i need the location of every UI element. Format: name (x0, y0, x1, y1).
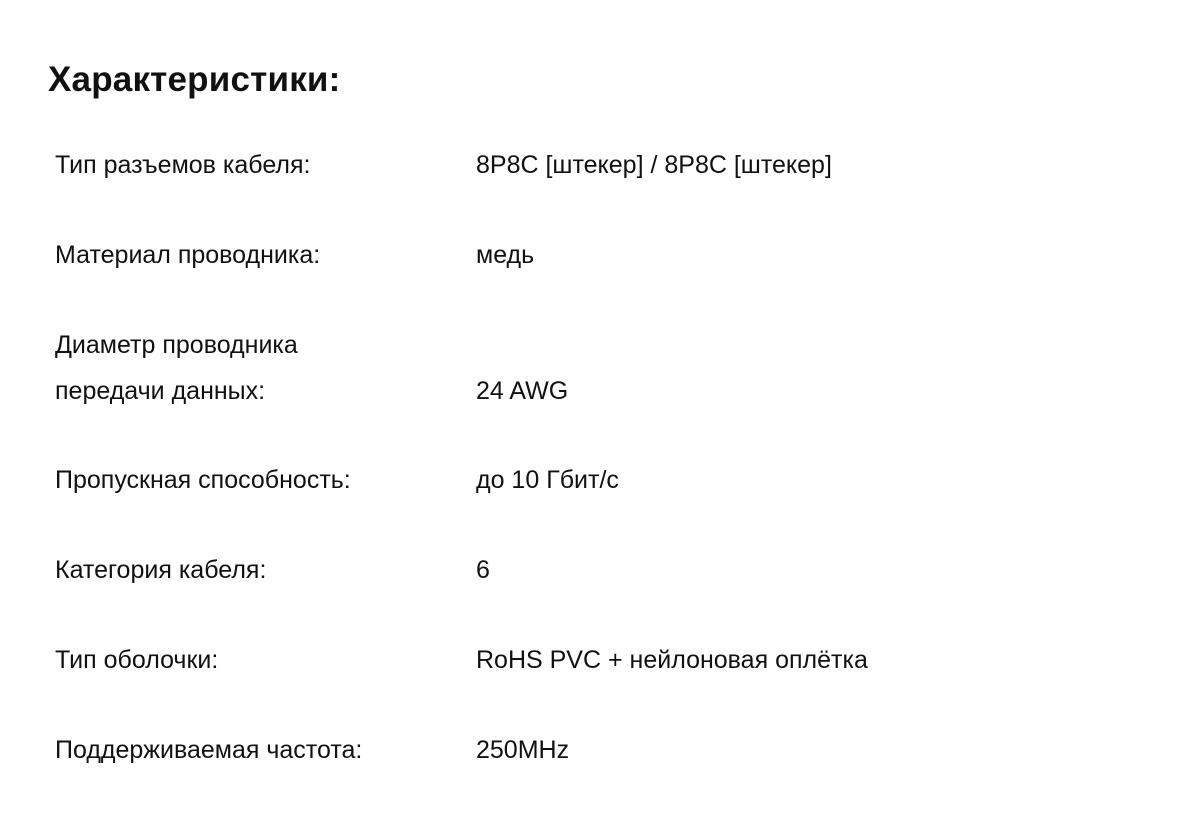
spec-row-jacket-type (55, 637, 1155, 683)
spec-row-connector-type (55, 142, 1155, 188)
spec-value: RoHS PVC + нейлоновая оплётка (476, 646, 868, 674)
spec-label: Материал проводника: (55, 241, 321, 269)
spec-value: медь (476, 241, 535, 269)
spec-label: Пропускная способность: (55, 466, 351, 494)
spec-label: Диаметр проводника передачи данных: (55, 331, 298, 405)
spec-row-bandwidth (55, 457, 1155, 503)
spec-value: 250MHz (476, 736, 570, 764)
spec-row-supported-frequency (55, 727, 1155, 773)
spec-value: 24 AWG (476, 377, 569, 405)
spec-value: 6 (476, 556, 490, 584)
spec-value: 8P8C [штекер] / 8P8C [штекер] (476, 151, 832, 179)
spec-value: до 10 Гбит/с (476, 466, 619, 494)
spec-row-conductor-material (55, 232, 1155, 278)
spec-label: Тип разъемов кабеля: (55, 151, 311, 179)
spec-row-conductor-diameter (55, 322, 1155, 414)
spec-row-cable-category (55, 547, 1155, 593)
page-title: Характеристики: (48, 60, 341, 99)
spec-label: Тип оболочки: (55, 646, 219, 674)
spec-label: Категория кабеля: (55, 556, 267, 584)
spec-label: Поддерживаемая частота: (55, 736, 363, 764)
